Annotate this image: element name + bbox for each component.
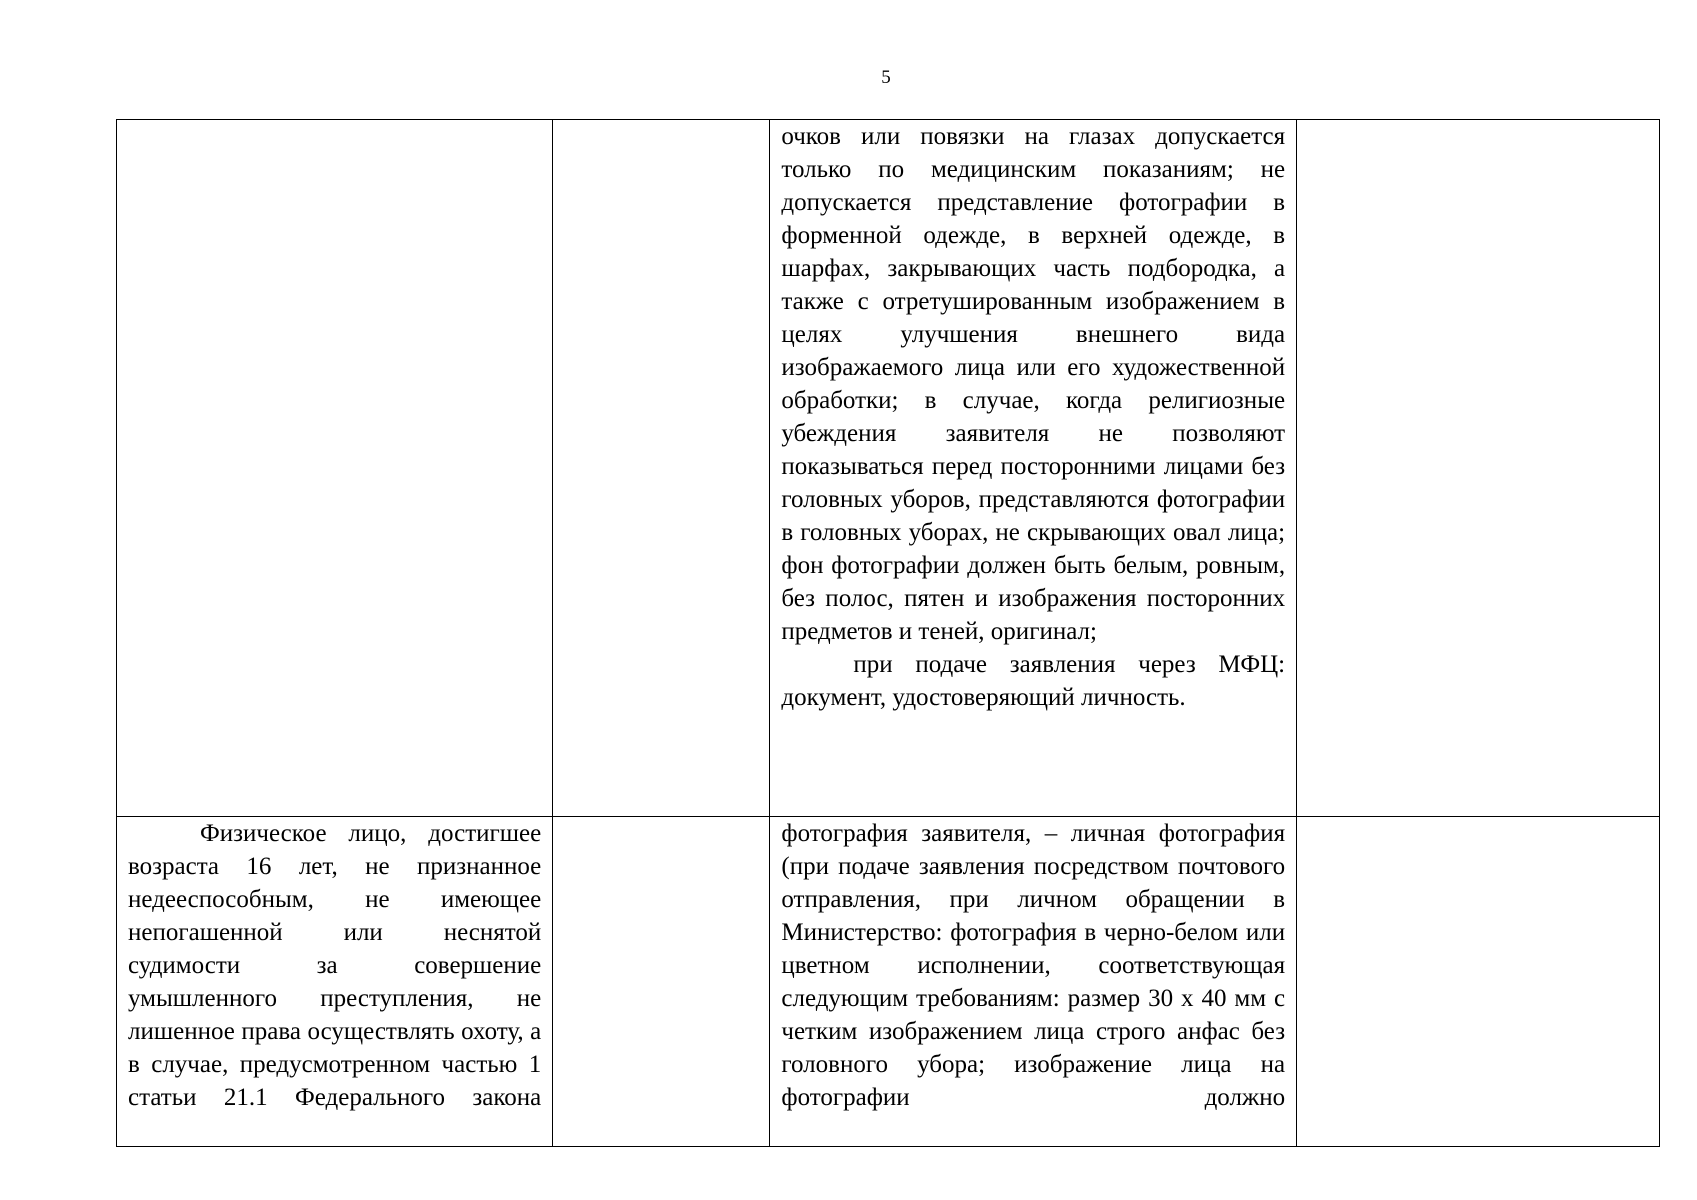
page-number: 5 (881, 67, 891, 88)
requirements-table (116, 119, 1660, 1147)
table-cell-applicant (117, 817, 553, 1147)
cell-paragraph: Физическое лицо, достигшее возраста 16 лет, не признанное недееспособным, не имеющее непогашенной или неснятой судимости за совершение умышленного преступления, не лишенное права осуществлять охоту, а в случае, предусмотренном частью 1 статьи 21.1 Федерального закона (128, 820, 542, 1111)
table-cell-empty (553, 817, 770, 1147)
table-row (117, 817, 1660, 1147)
cell-paragraph: фотография заявителя, – личная фотография (при подаче заявления посредством почтового отправления, при личном обращении в Министерство: фотография в черно-белом или цветном исполнении, соответствующая следующим требованиям: размер 30 х 40 мм с четким изображением лица строго анфас без головного убора; изображение лица на фотографии должно (781, 820, 1286, 1111)
table-cell-empty (1297, 120, 1660, 817)
table-cell-empty (1297, 817, 1660, 1147)
table-cell-documents (770, 120, 1297, 817)
table-cell-empty (553, 120, 770, 817)
table-cell-applicant (117, 120, 553, 817)
cell-paragraph: очков или повязки на глазах допускается только по медицинским показаниям; не допускается представление фотографии в форменной одежде, в верхней одежде, в шарфах, закрывающих часть подбородка, а также с отретушированным изображением в целях улучшения внешнего вида изображаемого лица или его художественной обработки; в случае, когда религиозные убеждения заявителя не позволяют показываться перед посторонними лицами без головных уборов, представляются фотографии в головных уборах, не скрывающих овал лица; фон фотографии должен быть белым, ровным, без полос, пятен и изображения посторонних предметов и теней, оригинал; (781, 123, 1286, 645)
cell-paragraph: при подаче заявления через МФЦ: документ, удостоверяющий личность. (781, 651, 1286, 711)
table-cell-documents (770, 817, 1297, 1147)
table-row (117, 120, 1660, 817)
